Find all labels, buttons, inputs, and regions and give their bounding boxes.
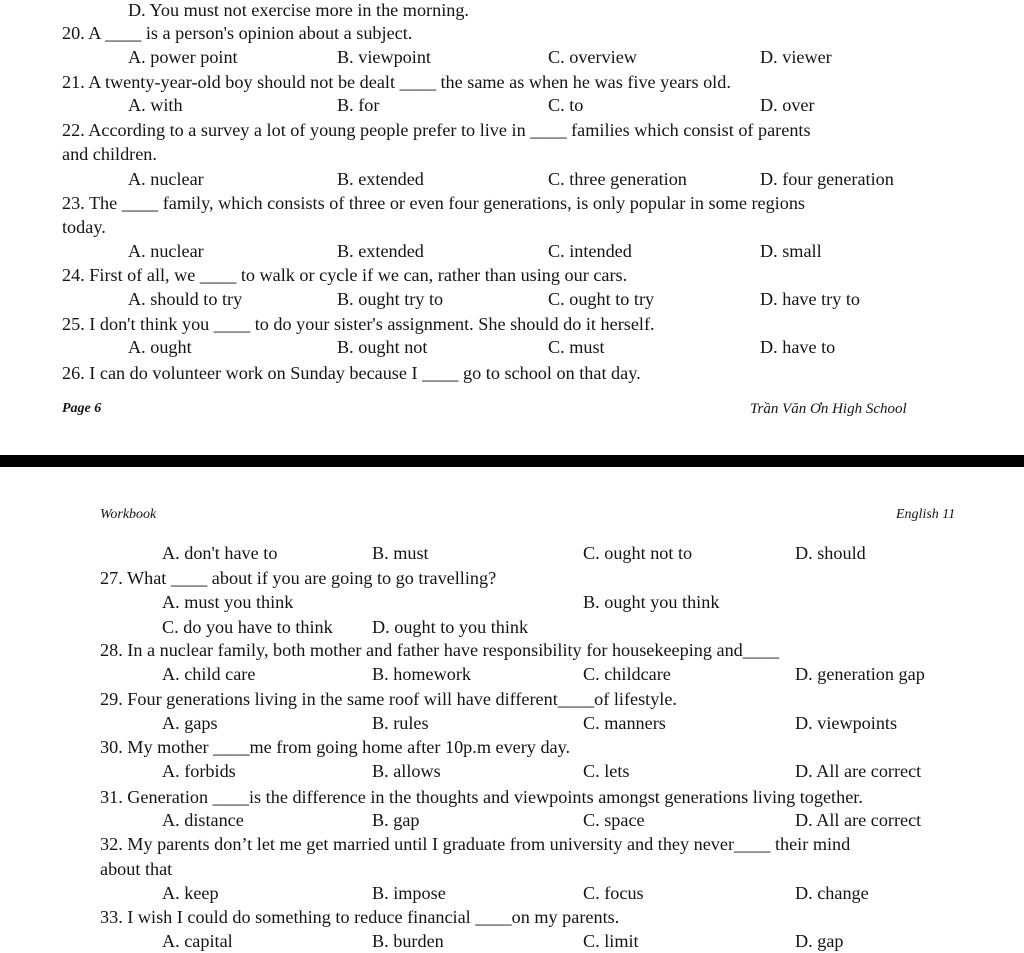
q30-stem-line bbox=[0, 735, 1024, 759]
answer-option: B. burden bbox=[372, 931, 444, 951]
answer-option: D. over bbox=[760, 95, 815, 115]
q27-stem-line bbox=[0, 566, 1024, 590]
answer-option: B. impose bbox=[372, 883, 446, 903]
question-text: 30. My mother ____me from going home after 10p.m every day. bbox=[100, 737, 571, 757]
answer-option: B. ought not bbox=[337, 337, 428, 357]
answer-option: D. have to bbox=[760, 337, 836, 357]
page-number: Page 6 bbox=[62, 401, 102, 416]
question-text: 32. My parents don’t let me get married until I graduate from university and they never____ their mind bbox=[100, 834, 851, 854]
answer-option: A. distance bbox=[162, 810, 244, 830]
q29-stem-line bbox=[0, 687, 1024, 711]
course-label: English 11 bbox=[896, 507, 956, 522]
answer-option: C. must bbox=[548, 337, 605, 357]
answer-option: D. four generation bbox=[760, 169, 894, 189]
question-text: 31. Generation ____is the difference in the thoughts and viewpoints amongst generations living together. bbox=[100, 787, 863, 807]
answer-option: C. lets bbox=[583, 761, 630, 781]
q23-opts-line bbox=[0, 239, 1024, 263]
answer-option: C. overview bbox=[548, 47, 637, 67]
answer-option: B. ought you think bbox=[583, 592, 720, 612]
question-text: about that bbox=[100, 859, 173, 879]
answer-option: C. manners bbox=[583, 713, 666, 733]
top-page-footer bbox=[0, 397, 1024, 421]
answer-option: B. viewpoint bbox=[337, 47, 431, 67]
question-text: 21. A twenty-year-old boy should not be dealt ____ the same as when he was five years old. bbox=[62, 72, 731, 92]
question-text: 24. First of all, we ____ to walk or cycle if we can, rather than using our cars. bbox=[62, 265, 628, 285]
page-divider bbox=[0, 455, 1024, 467]
question-text: 26. I can do volunteer work on Sunday because I ____ go to school on that day. bbox=[62, 363, 641, 383]
answer-option: C. childcare bbox=[583, 664, 671, 684]
answer-option: B. ought try to bbox=[337, 289, 444, 309]
answer-option: B. extended bbox=[337, 169, 424, 189]
answer-option: A. keep bbox=[162, 883, 219, 903]
q33-opts-line bbox=[0, 929, 1024, 953]
answer-option: A. child care bbox=[162, 664, 256, 684]
q21-opts-line bbox=[0, 93, 1024, 117]
answer-option: B. gap bbox=[372, 810, 420, 830]
answer-option: C. ought to try bbox=[548, 289, 655, 309]
q24-opts-line bbox=[0, 287, 1024, 311]
answer-option: A. don't have to bbox=[162, 543, 278, 563]
q24-stem-line bbox=[0, 263, 1024, 287]
answer-option: A. nuclear bbox=[128, 169, 204, 189]
q19-d-line bbox=[0, 0, 1024, 22]
question-text: 28. In a nuclear family, both mother and father have responsibility for housekeeping and____ bbox=[100, 640, 780, 660]
q31-stem-line bbox=[0, 785, 1024, 809]
answer-option: B. allows bbox=[372, 761, 441, 781]
q22-stem-line bbox=[0, 118, 1024, 142]
q20-opts-line bbox=[0, 45, 1024, 69]
answer-option: D. have try to bbox=[760, 289, 861, 309]
question-text: and children. bbox=[62, 144, 157, 164]
q20-stem-line bbox=[0, 21, 1024, 45]
q26-opts-line bbox=[0, 541, 1024, 565]
answer-option: A. should to try bbox=[128, 289, 243, 309]
q21-stem-line bbox=[0, 70, 1024, 94]
answer-option: A. gaps bbox=[162, 713, 218, 733]
question-text: 33. I wish I could do something to reduce financial ____on my parents. bbox=[100, 907, 620, 927]
q32-opts-line bbox=[0, 881, 1024, 905]
q25-opts-line bbox=[0, 335, 1024, 359]
answer-option: A. ought bbox=[128, 337, 192, 357]
q29-opts-line bbox=[0, 711, 1024, 735]
answer-option: D. ought to you think bbox=[372, 617, 529, 637]
school-name: Trần Văn Ơn High School bbox=[750, 401, 907, 417]
q28-opts-line bbox=[0, 662, 1024, 686]
q23-cont-line bbox=[0, 215, 1024, 239]
answer-option: C. space bbox=[583, 810, 645, 830]
q31-opts-line bbox=[0, 808, 1024, 832]
q26-stem-line bbox=[0, 361, 1024, 385]
answer-option: A. forbids bbox=[162, 761, 236, 781]
answer-option: A. power point bbox=[128, 47, 238, 67]
answer-option: D. All are correct bbox=[795, 810, 922, 830]
q22-cont-line bbox=[0, 142, 1024, 166]
q28-stem-line bbox=[0, 638, 1024, 662]
q27-opts-ab-line bbox=[0, 590, 1024, 614]
question-text: 27. What ____ about if you are going to go travelling? bbox=[100, 568, 497, 588]
answer-option: D. viewpoints bbox=[795, 713, 898, 733]
bottom-page-header bbox=[0, 503, 1024, 527]
q25-stem-line bbox=[0, 312, 1024, 336]
answer-option: C. intended bbox=[548, 241, 632, 261]
q27-opts-cd-line bbox=[0, 615, 1024, 639]
answer-option: D. should bbox=[795, 543, 866, 563]
question-text: 23. The ____ family, which consists of three or even four generations, is only popular in some regions bbox=[62, 193, 806, 213]
workbook-label: Workbook bbox=[100, 507, 157, 522]
q30-opts-line bbox=[0, 759, 1024, 783]
answer-option: D. small bbox=[760, 241, 822, 261]
q33-stem-line bbox=[0, 905, 1024, 929]
q32-cont-line bbox=[0, 857, 1024, 881]
answer-option: D. viewer bbox=[760, 47, 832, 67]
answer-option: D. gap bbox=[795, 931, 844, 951]
answer-option: D. generation gap bbox=[795, 664, 925, 684]
answer-option: B. must bbox=[372, 543, 429, 563]
answer-option: B. extended bbox=[337, 241, 424, 261]
q32-stem-line bbox=[0, 832, 1024, 856]
question-text: 25. I don't think you ____ to do your sister's assignment. She should do it herself. bbox=[62, 314, 655, 334]
answer-option: D. All are correct bbox=[795, 761, 922, 781]
answer-option: C. focus bbox=[583, 883, 644, 903]
q22-opts-line bbox=[0, 167, 1024, 191]
answer-option: A. capital bbox=[162, 931, 233, 951]
answer-option: C. ought not to bbox=[583, 543, 693, 563]
question-text: 20. A ____ is a person's opinion about a subject. bbox=[62, 23, 413, 43]
answer-option: A. with bbox=[128, 95, 183, 115]
answer-option: B. homework bbox=[372, 664, 472, 684]
question-text: 22. According to a survey a lot of young people prefer to live in ____ families which consist of parents bbox=[62, 120, 811, 140]
question-text: D. You must not exercise more in the morning. bbox=[128, 0, 469, 20]
question-text: today. bbox=[62, 217, 106, 237]
answer-option: A. must you think bbox=[162, 592, 294, 612]
answer-option: C. three generation bbox=[548, 169, 687, 189]
question-text: 29. Four generations living in the same roof will have different____of lifestyle. bbox=[100, 689, 677, 709]
answer-option: A. nuclear bbox=[128, 241, 204, 261]
q23-stem-line bbox=[0, 191, 1024, 215]
answer-option: C. limit bbox=[583, 931, 639, 951]
answer-option: B. rules bbox=[372, 713, 429, 733]
answer-option: B. for bbox=[337, 95, 380, 115]
answer-option: C. do you have to think bbox=[162, 617, 333, 637]
answer-option: C. to bbox=[548, 95, 584, 115]
answer-option: D. change bbox=[795, 883, 869, 903]
